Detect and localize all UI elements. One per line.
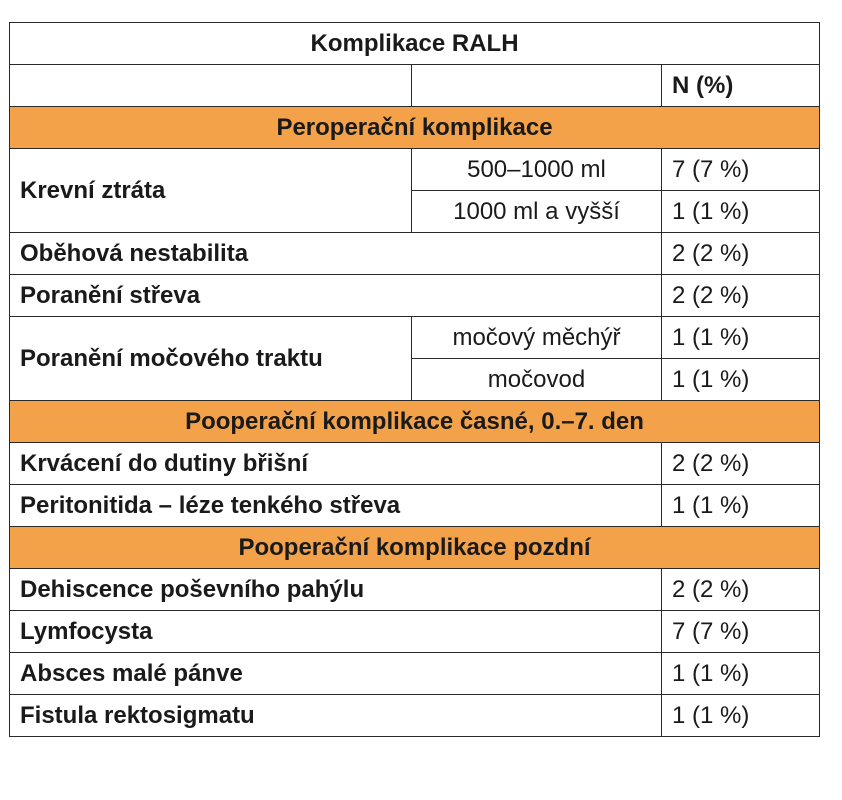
empty-header-cell (10, 65, 412, 107)
sub-label: močový měchýř (412, 317, 662, 359)
value-cell: 1 (1 %) (662, 317, 820, 359)
table-title: Komplikace RALH (10, 23, 820, 65)
section-casne: Pooperační komplikace časné, 0.–7. den (10, 401, 820, 443)
section-row (10, 401, 820, 443)
table-row (10, 569, 820, 611)
value-cell: 2 (2 %) (662, 569, 820, 611)
row-label: Poranění močového traktu (10, 317, 412, 401)
sub-label: 500–1000 ml (412, 149, 662, 191)
section-peroperacni: Peroperační komplikace (10, 107, 820, 149)
table-row (10, 275, 820, 317)
value-cell: 2 (2 %) (662, 443, 820, 485)
empty-header-cell (412, 65, 662, 107)
table-row (10, 485, 820, 527)
row-label: Dehiscence poševního pahýlu (10, 569, 662, 611)
section-row (10, 527, 820, 569)
table-row (10, 317, 820, 359)
value-cell: 7 (7 %) (662, 611, 820, 653)
section-row (10, 107, 820, 149)
row-label: Oběhová nestabilita (10, 233, 662, 275)
value-cell: 2 (2 %) (662, 275, 820, 317)
table-row (10, 695, 820, 737)
value-cell: 1 (1 %) (662, 359, 820, 401)
row-label: Krevní ztráta (10, 149, 412, 233)
value-cell: 2 (2 %) (662, 233, 820, 275)
row-label: Poranění střeva (10, 275, 662, 317)
table-row (10, 149, 820, 191)
section-pozdni: Pooperační komplikace pozdní (10, 527, 820, 569)
table-row (10, 653, 820, 695)
row-label: Krvácení do dutiny břišní (10, 443, 662, 485)
value-cell: 1 (1 %) (662, 485, 820, 527)
table-row (10, 611, 820, 653)
value-cell: 1 (1 %) (662, 653, 820, 695)
value-cell: 1 (1 %) (662, 695, 820, 737)
title-row (10, 23, 820, 65)
n-percent-header: N (%) (662, 65, 820, 107)
value-cell: 7 (7 %) (662, 149, 820, 191)
table-row (10, 443, 820, 485)
row-label: Lymfocysta (10, 611, 662, 653)
sub-label: 1000 ml a vyšší (412, 191, 662, 233)
table-row (10, 233, 820, 275)
row-label: Fistula rektosigmatu (10, 695, 662, 737)
sub-label: močovod (412, 359, 662, 401)
row-label: Peritonitida – léze tenkého střeva (10, 485, 662, 527)
row-label: Absces malé pánve (10, 653, 662, 695)
column-header-row (10, 65, 820, 107)
value-cell: 1 (1 %) (662, 191, 820, 233)
complications-table (9, 22, 820, 737)
